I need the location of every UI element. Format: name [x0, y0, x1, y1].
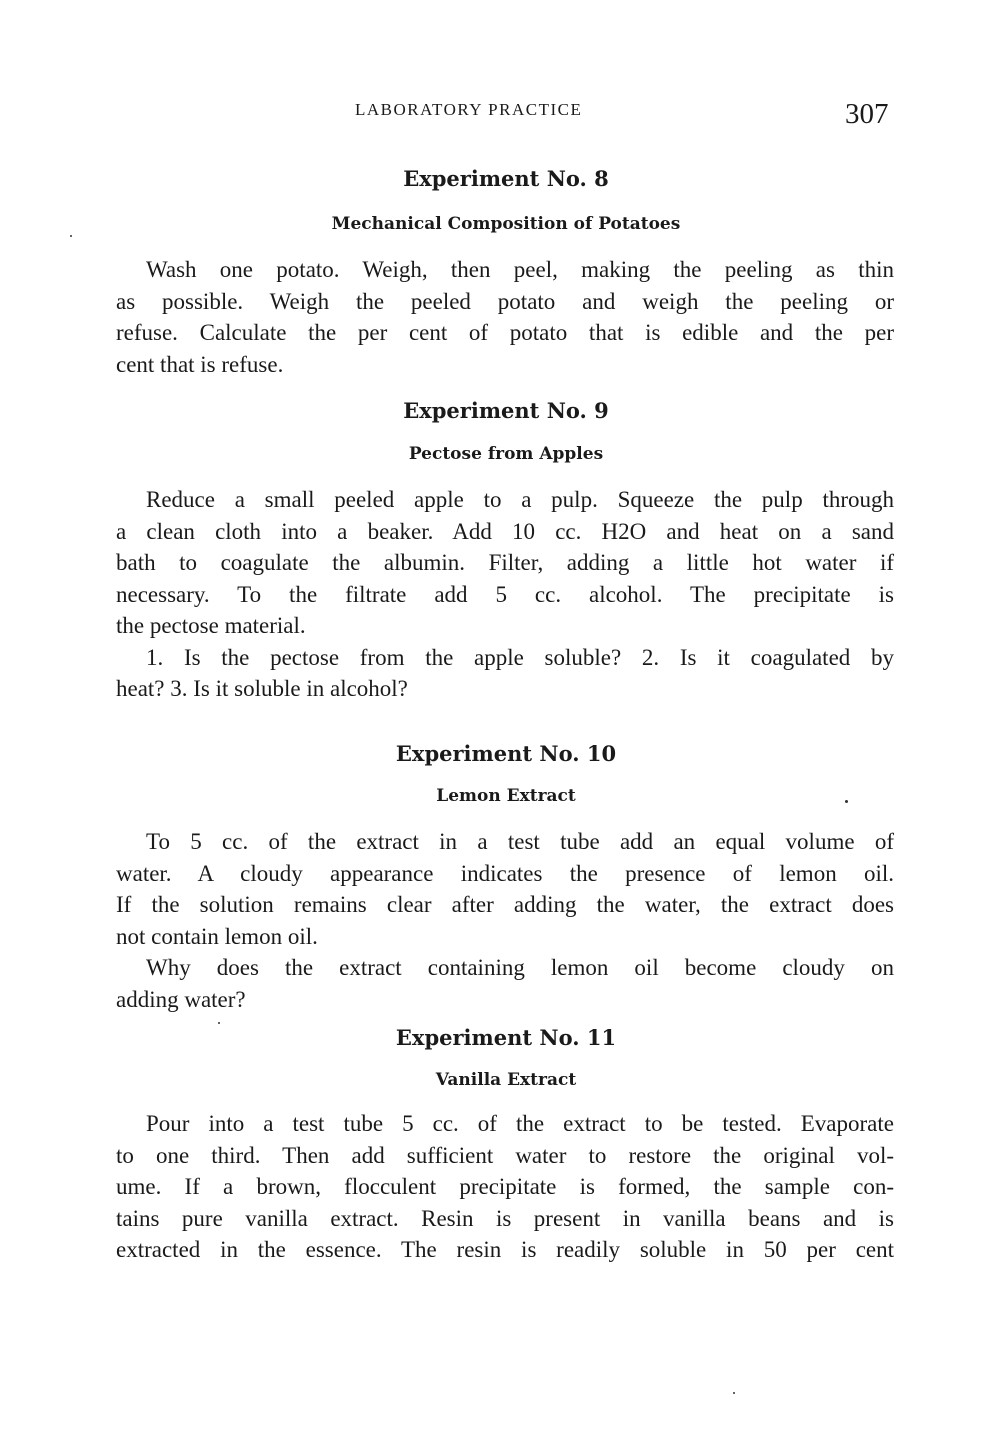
experiment-heading: Experiment No. 10	[395, 741, 617, 766]
text-line: as possible. Weigh the peeled potato and weigh the peeling or	[116, 288, 894, 314]
text-line: to one third. Then add sufficient water to restore the original vol-	[116, 1142, 894, 1168]
text-line: tains pure vanilla extract. Resin is present in vanilla beans and is	[116, 1205, 894, 1231]
text-line: Wash one potato. Weigh, then peel, making the peeling as thin	[146, 257, 894, 282]
scan-speck	[845, 800, 848, 803]
experiment-paragraph	[116, 1108, 894, 1266]
experiment-paragraph	[116, 826, 894, 1015]
scan-speck	[218, 1022, 220, 1024]
text-line: cent that is refuse.	[116, 351, 284, 377]
text-line: ume. If a brown, flocculent precipitate is formed, the sample con-	[116, 1174, 894, 1199]
experiment-paragraph	[116, 484, 894, 705]
experiment-subtitle: Pectose from Apples	[408, 444, 604, 464]
text-line: refuse. Calculate the per cent of potato that is edible and the per	[116, 320, 894, 345]
text-line: extracted in the essence. The resin is readily soluble in 50 per cent	[116, 1237, 894, 1262]
running-head: LABORATORY PRACTICE	[355, 100, 583, 119]
text-line: 1. Is the pectose from the apple soluble? 2. Is it coagulated by	[146, 644, 894, 670]
experiment-subtitle: Vanilla Extract	[435, 1070, 577, 1090]
text-line: If the solution remains clear after adding the water, the extract does	[116, 892, 894, 917]
text-line: To 5 cc. of the extract in a test tube add an equal volume of	[146, 829, 894, 854]
text-line: bath to coagulate the albumin. Filter, adding a little hot water if	[116, 550, 894, 575]
experiment-heading: Experiment No. 11	[395, 1025, 617, 1050]
text-line: necessary. To the filtrate add 5 cc. alcohol. The precipitate is	[116, 581, 894, 607]
text-line: water. A cloudy appearance indicates the presence of lemon oil.	[116, 860, 894, 886]
text-line: heat? 3. Is it soluble in alcohol?	[116, 676, 408, 701]
experiment-subtitle: Lemon Extract	[436, 786, 576, 806]
text-line: not contain lemon oil.	[116, 923, 318, 949]
text-line: Why does the extract containing lemon oil become cloudy on	[146, 955, 894, 980]
experiment-heading: Experiment No. 8	[403, 166, 609, 191]
experiment-heading: Experiment No. 9	[403, 398, 609, 423]
experiment-paragraph	[116, 254, 894, 380]
scan-speck	[733, 1392, 735, 1394]
text-line: Reduce a small peeled apple to a pulp. Squeeze the pulp through	[146, 487, 894, 512]
experiment-subtitle: Mechanical Composition of Potatoes	[331, 214, 681, 234]
text-line: Pour into a test tube 5 cc. of the extract to be tested. Evaporate	[146, 1111, 894, 1136]
text-line: a clean cloth into a beaker. Add 10 cc. H2O and heat on a sand	[116, 518, 894, 544]
text-line: adding water?	[116, 986, 246, 1012]
scan-speck	[70, 235, 72, 237]
text-line: the pectose material.	[116, 613, 306, 638]
page-number: 307	[845, 98, 889, 130]
